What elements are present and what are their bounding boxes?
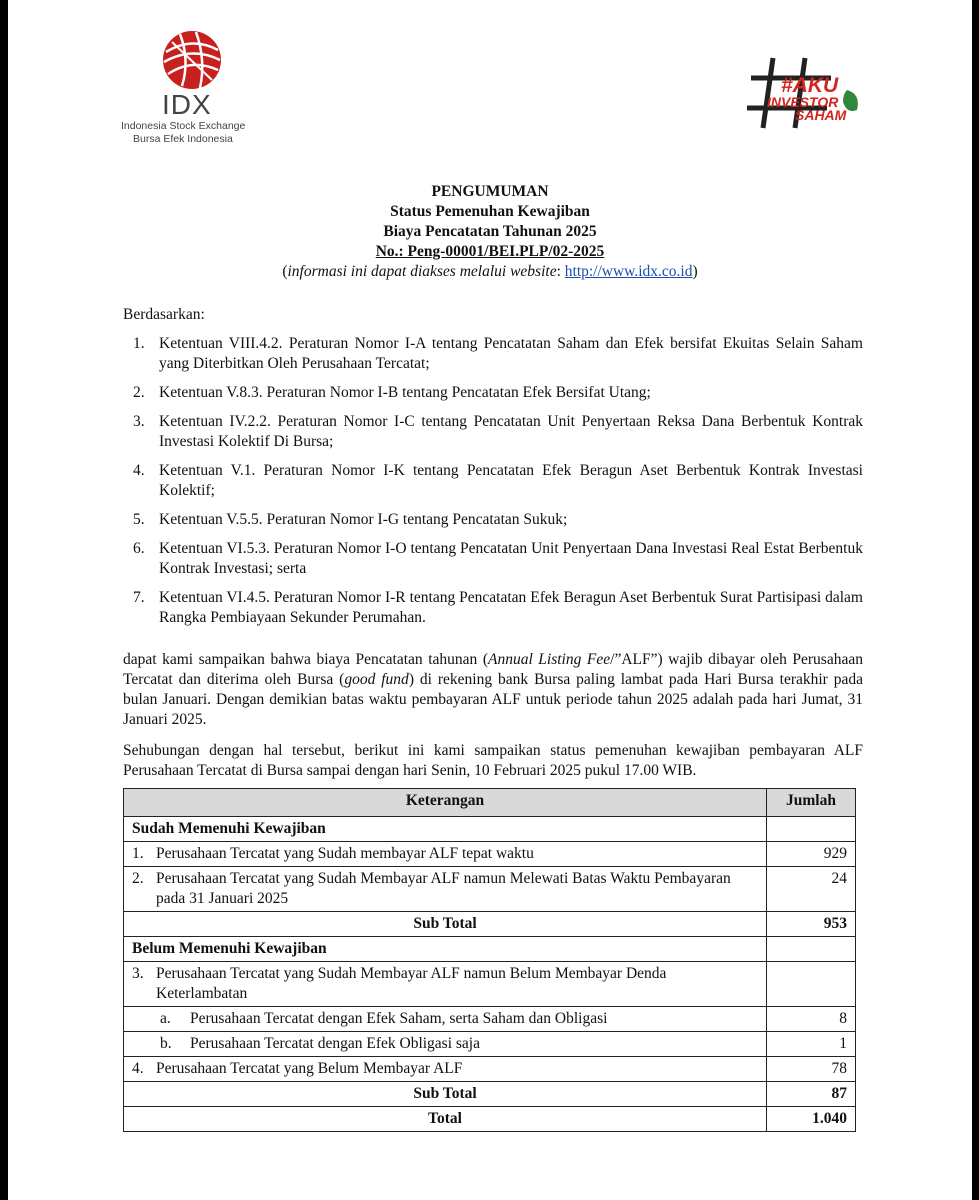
aku-logo-text-1: #AKU — [781, 74, 839, 97]
document-page — [8, 0, 972, 1200]
info-prefix: ( — [282, 263, 288, 280]
row-amount: 1 — [767, 1032, 856, 1057]
table-row — [124, 1057, 856, 1082]
announcement-subtitle-1: Status Pemenuhan Kewajiban — [390, 203, 590, 220]
idx-tagline-1: Indonesia Stock Exchange — [121, 120, 246, 132]
list-item-text: Ketentuan V.5.5. Peraturan Nomor I-G tentang Pencatatan Sukuk; — [159, 511, 568, 528]
list-item-number: 5. — [133, 511, 145, 528]
paragraph-alf-deadline — [123, 650, 863, 730]
table-row — [124, 867, 856, 912]
table-row — [124, 962, 856, 1007]
idx-logo — [121, 30, 271, 146]
table-row — [124, 1007, 856, 1032]
list-item-text: Ketentuan V.8.3. Peraturan Nomor I-B tentang Pencatatan Efek Bersifat Utang; — [159, 384, 651, 401]
row-number: 4. — [132, 1060, 144, 1077]
row-text: Perusahaan Tercatat yang Sudah Membayar ALF namun Melewati Batas Waktu Pembayaran pada 31 Januari 2025 — [156, 870, 731, 907]
section-unfulfilled: Belum Memenuhi Kewajiban — [124, 937, 767, 962]
row-description — [124, 1057, 767, 1082]
subtotal-row — [124, 912, 856, 937]
row-amount: 8 — [767, 1007, 856, 1032]
table-header-row — [124, 789, 856, 817]
column-header-amount: Jumlah — [767, 789, 856, 817]
basis-label: Berdasarkan: — [123, 306, 205, 323]
basis-list — [123, 334, 863, 637]
list-item-text: Ketentuan VI.5.3. Peraturan Nomor I-O tentang Pencatatan Unit Penyertaan Dana Investasi Real Estat Berbentuk Kontrak Investasi; serta — [159, 540, 863, 577]
row-text: Perusahaan Tercatat yang Belum Membayar ALF — [156, 1060, 463, 1077]
list-item — [123, 539, 863, 579]
row-number: 3. — [132, 965, 144, 982]
subtotal-label: Sub Total — [124, 912, 767, 937]
row-description — [124, 962, 767, 1007]
row-description — [124, 867, 767, 912]
row-amount: 929 — [767, 842, 856, 867]
list-item-text: Ketentuan IV.2.2. Peraturan Nomor I-C tentang Pencatatan Unit Penyertaan Reksa Dana Berbentuk Kontrak Investasi Kolektif Di Bursa; — [159, 413, 863, 450]
row-amount: 24 — [767, 867, 856, 912]
para1-part-d: good fund — [344, 671, 409, 688]
announcement-subtitle-2: Biaya Pencatatan Tahunan 2025 — [383, 223, 597, 240]
announcement-number: No.: Peng-00001/BEI.PLP/02-2025 — [375, 243, 605, 260]
idx-name: IDX — [162, 89, 212, 120]
info-suffix: ) — [692, 263, 698, 280]
row-description — [124, 1007, 767, 1032]
list-item-number: 3. — [133, 413, 145, 430]
info-colon: : — [556, 263, 565, 280]
list-item-number: 1. — [133, 335, 145, 352]
list-item-number: 4. — [133, 462, 145, 479]
column-header-description: Keterangan — [124, 789, 767, 817]
info-text: informasi ini dapat diakses melalui website — [287, 263, 557, 280]
section-fulfilled: Sudah Memenuhi Kewajiban — [124, 817, 767, 842]
list-item-text: Ketentuan VIII.4.2. Peraturan Nomor I-A tentang Pencatatan Saham dan Efek bersifat Ekuitas Selain Saham yang Diterbitkan Oleh Perusahaan Tercatat; — [159, 335, 863, 372]
empty-cell — [767, 962, 856, 1007]
table-row — [124, 842, 856, 867]
para1-part-c: /”ALF”) wajib dibayar oleh Perusahaan Tercatat dan diterima oleh Bursa ( — [123, 651, 863, 688]
list-item-number: 6. — [133, 540, 145, 557]
list-item — [123, 412, 863, 452]
empty-cell — [767, 817, 856, 842]
list-item — [123, 383, 863, 403]
list-item-number: 7. — [133, 589, 145, 606]
list-item-text: Ketentuan VI.4.5. Peraturan Nomor I-R tentang Pencatatan Efek Beragun Aset Berbentuk Surat Partisipasi dalam Rangka Pembiayaan Sekunder Perumahan. — [159, 589, 863, 626]
row-description — [124, 1032, 767, 1057]
total-label: Total — [124, 1107, 767, 1132]
row-text: Perusahaan Tercatat yang Sudah Membayar ALF namun Belum Membayar Denda Keterlambatan — [156, 965, 667, 1002]
website-info — [8, 262, 972, 282]
row-text: Perusahaan Tercatat dengan Efek Obligasi saja — [190, 1035, 480, 1052]
row-letter: a. — [160, 1010, 171, 1027]
subtotal-label: Sub Total — [124, 1082, 767, 1107]
para1-part-b: Annual Listing Fee — [487, 651, 611, 668]
paragraph-status-intro: Sehubungan dengan hal tersebut, berikut ini kami sampaikan status pemenuhan kewajiban pembayaran ALF Perusahaan Tercatat di Bursa sampai dengan hari Senin, 10 Februari 2025 pukul 17.00 WIB. — [123, 742, 863, 779]
para1-part-e: ) di rekening bank Bursa paling lambat pada Hari Bursa terakhir pada bulan Januari. Dengan demikian batas waktu pembayaran ALF untuk periode tahun 2025 adalah pada hari Jumat, 31 Januari 2025. — [123, 671, 864, 728]
aku-logo-text-3: SAHAM — [795, 107, 847, 123]
empty-cell — [767, 937, 856, 962]
subtotal-row — [124, 1082, 856, 1107]
list-item — [123, 334, 863, 374]
row-text: Perusahaan Tercatat yang Sudah membayar ALF tepat waktu — [156, 845, 534, 862]
row-amount: 78 — [767, 1057, 856, 1082]
announcement-header — [8, 182, 972, 282]
idx-tagline-2: Bursa Efek Indonesia — [133, 133, 233, 145]
aku-logo-text-2: INVESTOR — [767, 94, 839, 110]
aku-investor-saham-logo — [743, 50, 873, 135]
idx-globe-icon — [162, 30, 222, 90]
alf-status-table — [123, 788, 856, 1132]
website-link[interactable]: http://www.idx.co.id — [564, 263, 693, 280]
row-description — [124, 842, 767, 867]
list-item — [123, 510, 863, 530]
list-item — [123, 461, 863, 501]
total-row — [124, 1107, 856, 1132]
table-row — [124, 817, 856, 842]
row-text: Perusahaan Tercatat dengan Efek Saham, serta Saham dan Obligasi — [190, 1010, 608, 1027]
list-item-text: Ketentuan V.1. Peraturan Nomor I-K tentang Pencatatan Efek Beragun Aset Berbentuk Kontrak Investasi Kolektif; — [159, 462, 863, 499]
row-number: 2. — [132, 870, 144, 887]
list-item — [123, 588, 863, 628]
subtotal-amount: 953 — [767, 912, 856, 937]
announcement-title: PENGUMUMAN — [431, 183, 549, 200]
table-row — [124, 937, 856, 962]
row-letter: b. — [160, 1035, 172, 1052]
list-item-number: 2. — [133, 384, 145, 401]
subtotal-amount: 87 — [767, 1082, 856, 1107]
para1-part-a: dapat kami sampaikan bahwa biaya Pencatatan tahunan ( — [123, 651, 488, 668]
total-amount: 1.040 — [767, 1107, 856, 1132]
row-number: 1. — [132, 845, 144, 862]
table-row — [124, 1032, 856, 1057]
